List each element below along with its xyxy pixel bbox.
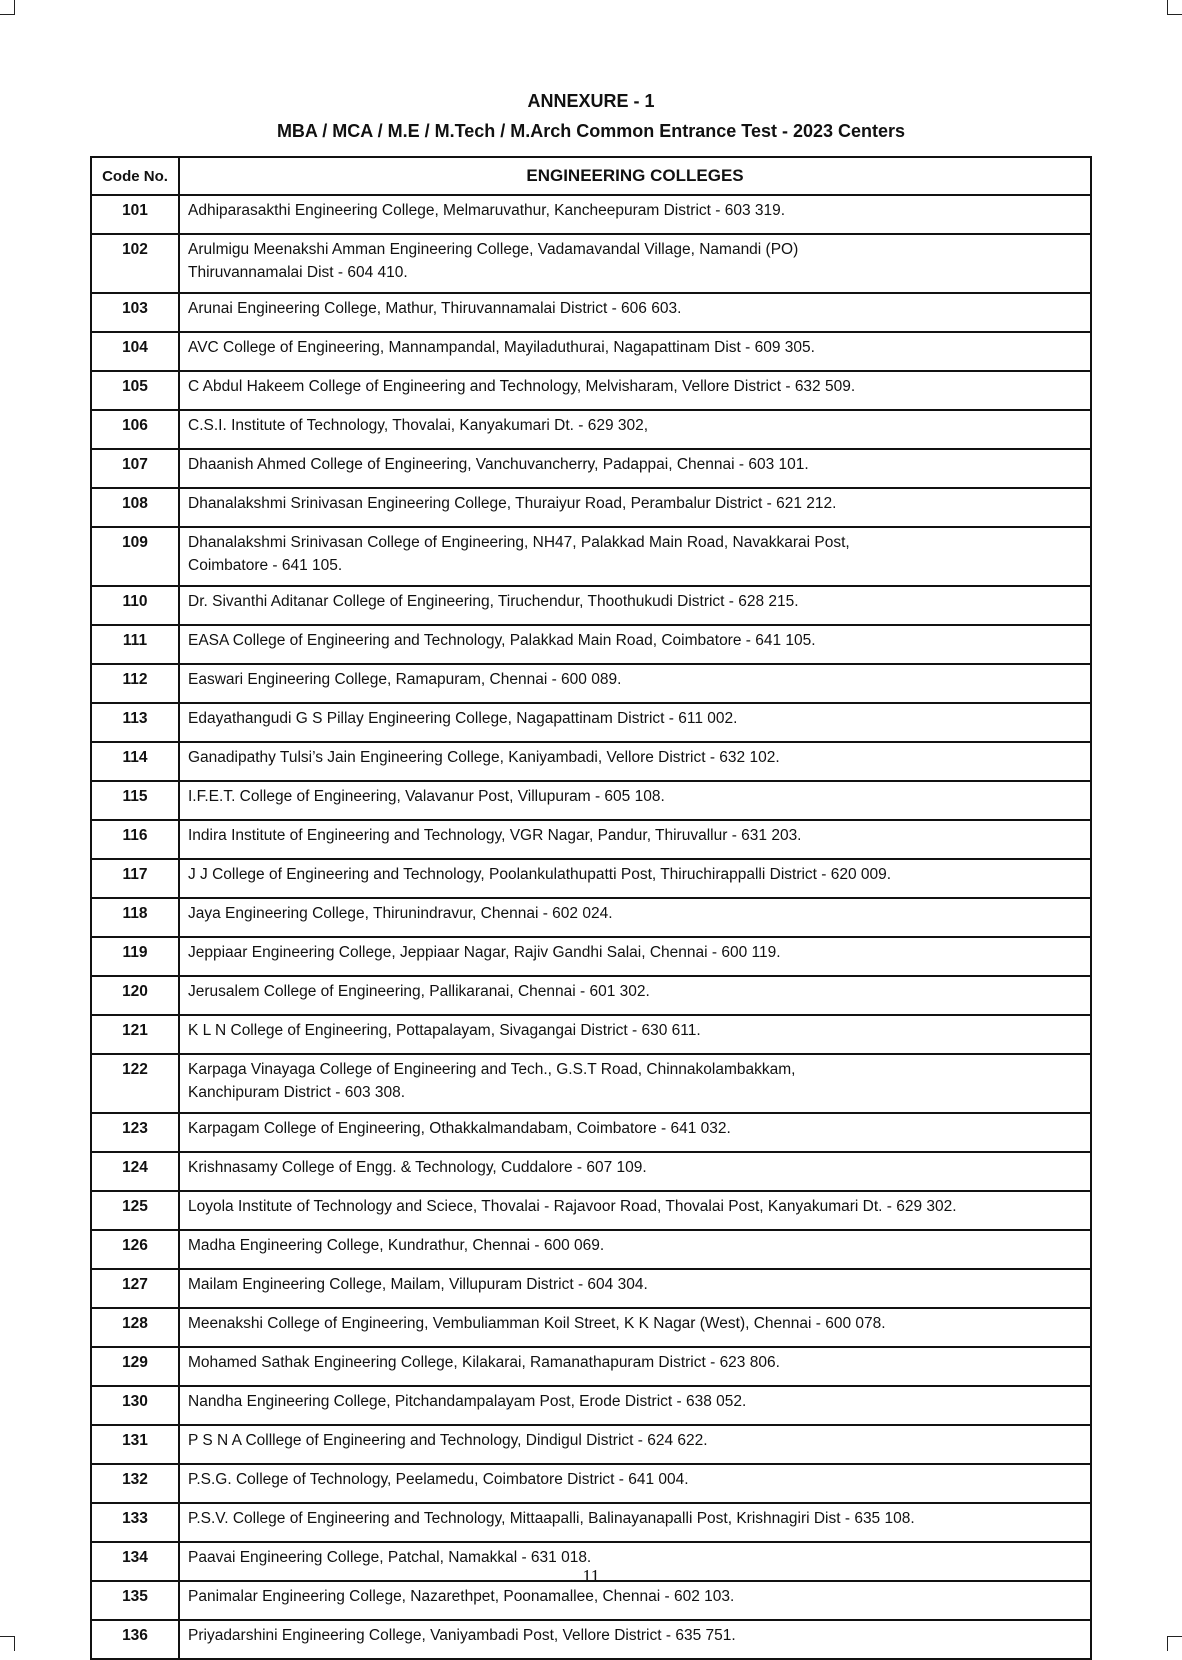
table-row: [91, 742, 1091, 781]
college-code: 133: [91, 1503, 179, 1542]
table-row: [91, 234, 1091, 293]
college-name-line: Karpagam College of Engineering, Othakkalmandabam, Coimbatore - 641 032.: [188, 1120, 731, 1137]
college-name-line: Priyadarshini Engineering College, Vaniyambadi Post, Vellore District - 635 751.: [188, 1627, 736, 1644]
college-name-line: Mohamed Sathak Engineering College, Kilakarai, Ramanathapuram District - 623 806.: [188, 1354, 780, 1371]
college-name-line: J J College of Engineering and Technology, Poolankulathupatti Post, Thiruchirappalli District - 620 009.: [188, 866, 892, 883]
college-name-line: Dhanalakshmi Srinivasan College of Engineering, NH47, Palakkad Main Road, Navakkarai Post,: [188, 534, 850, 551]
table-row: [91, 449, 1091, 488]
table-row: [91, 410, 1091, 449]
college-name: [179, 488, 1091, 527]
college-name: [179, 1191, 1091, 1230]
college-name-line: P.S.G. College of Technology, Peelamedu, Coimbatore District - 641 004.: [188, 1471, 689, 1488]
college-code: 101: [91, 195, 179, 234]
college-name-line: Loyola Institute of Technology and Sciece, Thovalai - Rajavoor Road, Thovalai Post, Kanyakumari Dt. - 629 302.: [188, 1198, 957, 1215]
college-name-line: Dhanalakshmi Srinivasan Engineering College, Thuraiyur Road, Perambalur District - 621 212.: [188, 495, 837, 512]
college-code: 125: [91, 1191, 179, 1230]
college-name: [179, 1054, 1091, 1113]
table-row: [91, 488, 1091, 527]
college-name-line: Dhaanish Ahmed College of Engineering, Vanchuvancherry, Padappai, Chennai - 603 101.: [188, 456, 809, 473]
college-code: 110: [91, 586, 179, 625]
college-code: 108: [91, 488, 179, 527]
college-code: 111: [91, 625, 179, 664]
college-name-line: Kanchipuram District - 603 308.: [188, 1084, 406, 1101]
college-name-line: Adhiparasakthi Engineering College, Melmaruvathur, Kancheepuram District - 603 319.: [188, 202, 786, 219]
college-code: 103: [91, 293, 179, 332]
college-name-line: EASA College of Engineering and Technology, Palakkad Main Road, Coimbatore - 641 105.: [188, 632, 816, 649]
college-name: [179, 234, 1091, 293]
college-code: 106: [91, 410, 179, 449]
college-code: 112: [91, 664, 179, 703]
table-row: [91, 1113, 1091, 1152]
table-row: [91, 1425, 1091, 1464]
table-row: [91, 781, 1091, 820]
table-row: [91, 976, 1091, 1015]
college-name-line: Edayathangudi G S Pillay Engineering College, Nagapattinam District - 611 002.: [188, 710, 738, 727]
college-name: [179, 1113, 1091, 1152]
college-name-line: Jerusalem College of Engineering, Pallikaranai, Chennai - 601 302.: [188, 983, 650, 1000]
college-code: 131: [91, 1425, 179, 1464]
table-row: [91, 195, 1091, 234]
college-name-line: Easwari Engineering College, Ramapuram, Chennai - 600 089.: [188, 671, 622, 688]
table-row: [91, 527, 1091, 586]
college-name: [179, 703, 1091, 742]
college-code: 132: [91, 1464, 179, 1503]
college-code: 116: [91, 820, 179, 859]
colleges-column-header: ENGINEERING COLLEGES: [179, 157, 1091, 195]
college-name-line: Panimalar Engineering College, Nazarethpet, Poonamallee, Chennai - 602 103.: [188, 1588, 735, 1605]
table-row: [91, 1269, 1091, 1308]
college-code: 114: [91, 742, 179, 781]
table-row: [91, 1347, 1091, 1386]
table-row: [91, 1015, 1091, 1054]
college-code: 115: [91, 781, 179, 820]
college-name: [179, 410, 1091, 449]
college-code: 124: [91, 1152, 179, 1191]
college-name-line: C Abdul Hakeem College of Engineering and Technology, Melvisharam, Vellore District - 632 509.: [188, 378, 856, 395]
table-row: [91, 371, 1091, 410]
college-name-line: Indira Institute of Engineering and Technology, VGR Nagar, Pandur, Thiruvallur - 631 203.: [188, 827, 802, 844]
table-header-row: [91, 157, 1091, 195]
college-name-line: Jaya Engineering College, Thirunindravur, Chennai - 602 024.: [188, 905, 613, 922]
college-code: 117: [91, 859, 179, 898]
college-code: 130: [91, 1386, 179, 1425]
table-row: [91, 586, 1091, 625]
college-name: [179, 1015, 1091, 1054]
college-name: [179, 449, 1091, 488]
table-row: [91, 1503, 1091, 1542]
college-code: 128: [91, 1308, 179, 1347]
crop-mark-top-left: [0, 0, 15, 15]
college-code: 134: [91, 1542, 179, 1581]
table-row: [91, 625, 1091, 664]
college-name-line: Jeppiaar Engineering College, Jeppiaar Nagar, Rajiv Gandhi Salai, Chennai - 600 119.: [188, 944, 781, 961]
college-name-line: Krishnasamy College of Engg. & Technology, Cuddalore - 607 109.: [188, 1159, 647, 1176]
college-code: 123: [91, 1113, 179, 1152]
college-code: 127: [91, 1269, 179, 1308]
college-code: 119: [91, 937, 179, 976]
college-code: 102: [91, 234, 179, 293]
college-name-line: K L N College of Engineering, Pottapalayam, Sivagangai District - 630 611.: [188, 1022, 701, 1039]
college-name-line: P S N A Colllege of Engineering and Technology, Dindigul District - 624 622.: [188, 1432, 708, 1449]
college-name: [179, 898, 1091, 937]
college-name-line: Ganadipathy Tulsi’s Jain Engineering College, Kaniyambadi, Vellore District - 632 102.: [188, 749, 780, 766]
college-name: [179, 937, 1091, 976]
college-name-line: Karpaga Vinayaga College of Engineering and Tech., G.S.T Road, Chinnakolambakkam,: [188, 1061, 796, 1078]
college-name-line: Arunai Engineering College, Mathur, Thiruvannamalai District - 606 603.: [188, 300, 682, 317]
table-row: [91, 1308, 1091, 1347]
crop-mark-bottom-right: [1167, 1636, 1182, 1651]
table-row: [91, 898, 1091, 937]
college-code: 105: [91, 371, 179, 410]
document-subtitle: MBA / MCA / M.E / M.Tech / M.Arch Common Entrance Test - 2023 Centers: [276, 121, 906, 141]
college-name-line: Paavai Engineering College, Patchal, Namakkal - 631 018.: [188, 1549, 592, 1566]
table-row: [91, 820, 1091, 859]
college-name: [179, 1620, 1091, 1659]
college-name: [179, 859, 1091, 898]
college-name: [179, 371, 1091, 410]
table-row: [91, 1152, 1091, 1191]
college-name: [179, 742, 1091, 781]
college-name: [179, 195, 1091, 234]
crop-mark-bottom-left: [0, 1636, 15, 1651]
table-row: [91, 293, 1091, 332]
college-name-line: Meenakshi College of Engineering, Vembuliamman Koil Street, K K Nagar (West), Chennai - 600 078.: [188, 1315, 886, 1332]
college-code: 129: [91, 1347, 179, 1386]
table-row: [91, 1054, 1091, 1113]
table-row: [91, 703, 1091, 742]
table-row: [91, 1191, 1091, 1230]
college-name: [179, 1503, 1091, 1542]
college-name: [179, 1425, 1091, 1464]
college-code: 104: [91, 332, 179, 371]
college-code: 120: [91, 976, 179, 1015]
table-row: [91, 332, 1091, 371]
table-body: [91, 195, 1091, 1659]
college-code: 136: [91, 1620, 179, 1659]
colleges-table: [90, 156, 1092, 1660]
crop-mark-top-right: [1167, 0, 1182, 15]
college-name: [179, 1230, 1091, 1269]
college-name: [179, 332, 1091, 371]
college-code: 121: [91, 1015, 179, 1054]
college-name: [179, 586, 1091, 625]
college-name: [179, 625, 1091, 664]
college-name: [179, 527, 1091, 586]
college-name-line: Arulmigu Meenakshi Amman Engineering College, Vadamavandal Village, Namandi (PO): [188, 241, 799, 258]
college-name: [179, 1347, 1091, 1386]
college-name-line: Dr. Sivanthi Aditanar College of Engineering, Tiruchendur, Thoothukudi District - 628 215.: [188, 593, 799, 610]
college-name-line: Mailam Engineering College, Mailam, Villupuram District - 604 304.: [188, 1276, 648, 1293]
college-code: 107: [91, 449, 179, 488]
table-row: [91, 1620, 1091, 1659]
table-row: [91, 937, 1091, 976]
table-row: [91, 1464, 1091, 1503]
college-name: [179, 1464, 1091, 1503]
college-name-line: AVC College of Engineering, Mannampandal, Mayiladuthurai, Nagapattinam Dist - 609 305.: [188, 339, 815, 356]
college-name: [179, 1269, 1091, 1308]
college-code: 122: [91, 1054, 179, 1113]
college-name: [179, 820, 1091, 859]
college-name: [179, 1152, 1091, 1191]
table-row: [91, 1230, 1091, 1269]
college-name-line: C.S.I. Institute of Technology, Thovalai, Kanyakumari Dt. - 629 302,: [188, 417, 649, 434]
college-name-line: Thiruvannamalai Dist - 604 410.: [188, 264, 408, 281]
code-column-header: Code No.: [91, 157, 179, 195]
college-code: 135: [91, 1581, 179, 1620]
college-name: [179, 781, 1091, 820]
college-name: [179, 293, 1091, 332]
annexure-title: ANNEXURE - 1: [527, 91, 655, 111]
college-name: [179, 1308, 1091, 1347]
table-row: [91, 859, 1091, 898]
college-name: [179, 976, 1091, 1015]
college-name-line: Nandha Engineering College, Pitchandampalayam Post, Erode District - 638 052.: [188, 1393, 747, 1410]
college-code: 126: [91, 1230, 179, 1269]
table-row: [91, 664, 1091, 703]
college-name: [179, 1386, 1091, 1425]
page-number: 11: [582, 1566, 600, 1586]
college-code: 109: [91, 527, 179, 586]
college-name-line: P.S.V. College of Engineering and Technology, Mittaapalli, Balinayanapalli Post, Krishnagiri Dist - 635 108.: [188, 1510, 915, 1527]
college-name-line: Coimbatore - 641 105.: [188, 557, 343, 574]
college-code: 113: [91, 703, 179, 742]
college-code: 118: [91, 898, 179, 937]
college-name: [179, 664, 1091, 703]
table-row: [91, 1386, 1091, 1425]
college-name-line: Madha Engineering College, Kundrathur, Chennai - 600 069.: [188, 1237, 605, 1254]
college-name-line: I.F.E.T. College of Engineering, Valavanur Post, Villupuram - 605 108.: [188, 788, 665, 805]
